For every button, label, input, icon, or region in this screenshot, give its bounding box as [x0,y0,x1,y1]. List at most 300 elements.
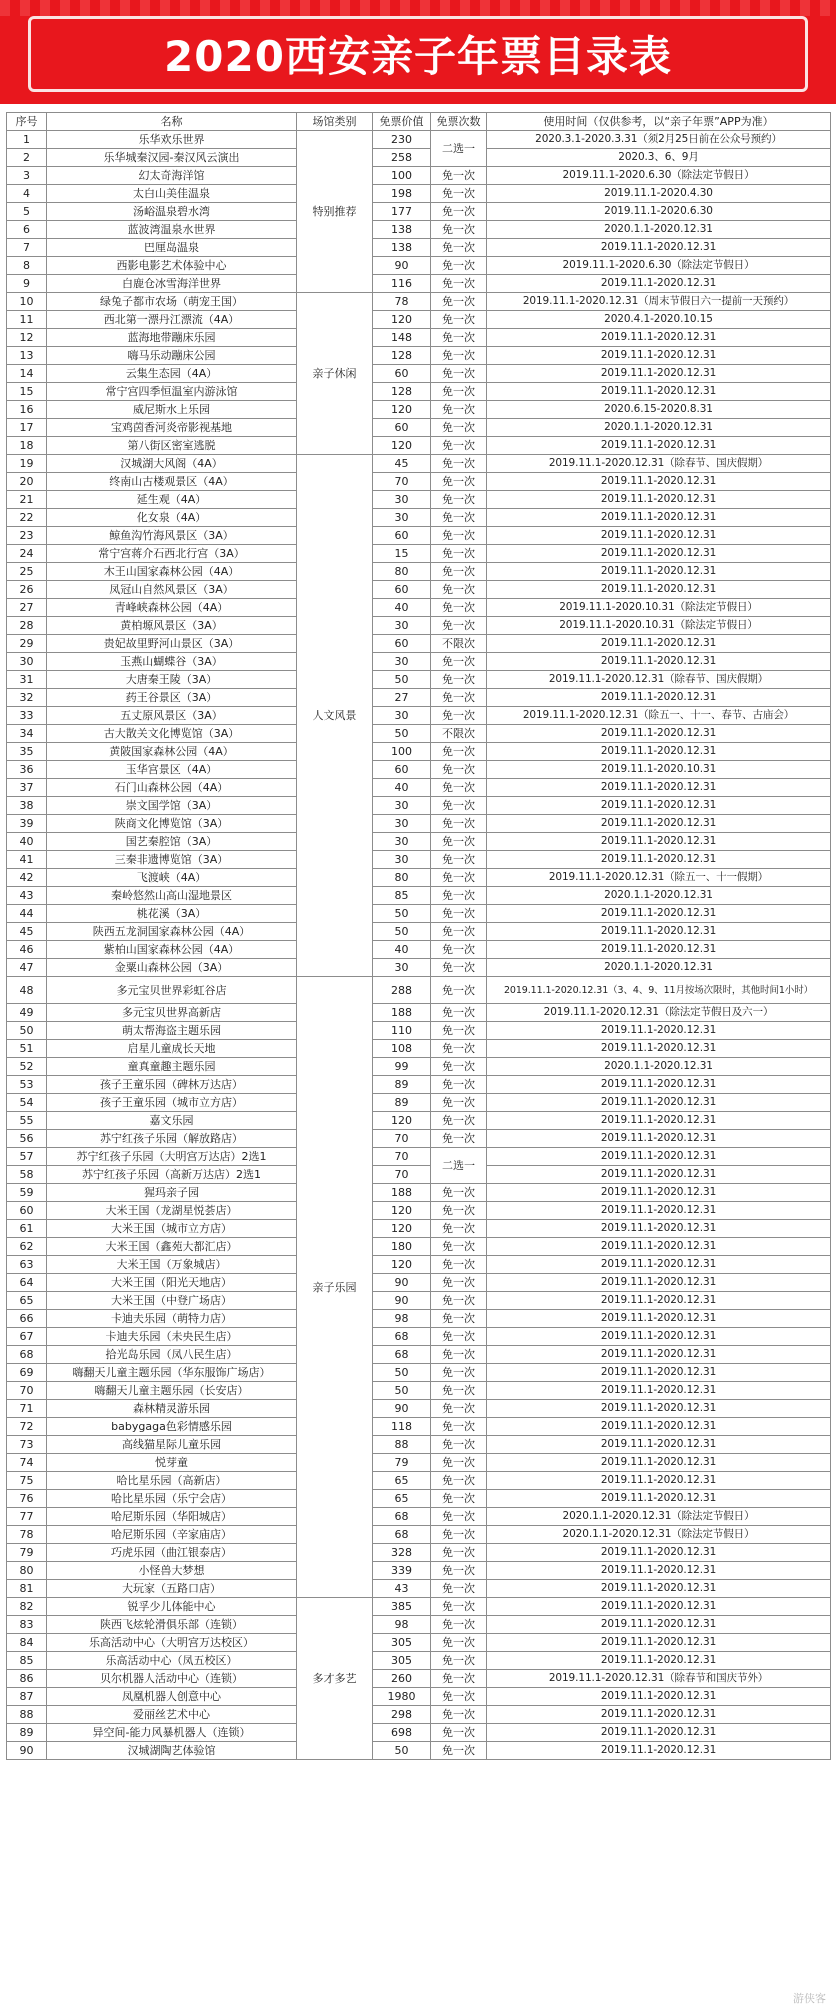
table-row [7,239,831,257]
free-times: 免一次 [431,275,487,293]
ticket-value: 80 [373,869,431,887]
venue-name: 崇文国学馆（3A） [47,797,297,815]
ticket-value: 258 [373,149,431,167]
table-row [7,797,831,815]
valid-period: 2019.11.1-2020.12.31 [487,1580,831,1598]
table-row [7,1544,831,1562]
ticket-value: 177 [373,203,431,221]
row-index: 79 [7,1544,47,1562]
venue-name: 延生观（4A） [47,491,297,509]
free-times: 免一次 [431,491,487,509]
ticket-value: 100 [373,743,431,761]
valid-period: 2019.11.1-2020.12.31（除春节和国庆节外） [487,1670,831,1688]
table-row [7,1616,831,1634]
venue-name: 嘉文乐园 [47,1112,297,1130]
ticket-value: 120 [373,401,431,419]
venue-name: 大米王国（万象城店） [47,1256,297,1274]
ticket-value: 70 [373,1166,431,1184]
free-times: 免一次 [431,1004,487,1022]
row-index: 33 [7,707,47,725]
row-index: 5 [7,203,47,221]
ticket-value: 260 [373,1670,431,1688]
valid-period: 2020.1.1-2020.12.31（除法定节假日） [487,1508,831,1526]
free-times: 免一次 [431,833,487,851]
venue-name: 乐高活动中心（大明宫万达校区） [47,1634,297,1652]
ticket-value: 45 [373,455,431,473]
venue-name: 乐华城秦汉园-秦汉风云演出 [47,149,297,167]
valid-period: 2019.11.1-2020.12.31 [487,509,831,527]
valid-period: 2019.11.1-2020.12.31 [487,383,831,401]
row-index: 62 [7,1238,47,1256]
venue-name: 桃花溪（3A） [47,905,297,923]
valid-period: 2019.11.1-2020.12.31 [487,1292,831,1310]
row-index: 24 [7,545,47,563]
free-times: 免一次 [431,1094,487,1112]
venue-name: 哈尼斯乐园（华阳城店） [47,1508,297,1526]
table-row [7,167,831,185]
valid-period: 2019.11.1-2020.12.31（除春节、国庆假期） [487,455,831,473]
venue-name: 贵妃故里野河山景区（3A） [47,635,297,653]
ticket-value: 120 [373,1256,431,1274]
watermark: 游侠客 [793,1992,826,2005]
row-index: 3 [7,167,47,185]
venue-name: 卡迪夫乐园（萌特力店） [47,1310,297,1328]
free-times: 免一次 [431,383,487,401]
row-index: 63 [7,1256,47,1274]
free-times: 免一次 [431,1598,487,1616]
venue-category: 人文风景 [297,455,373,977]
ticket-value: 50 [373,1364,431,1382]
venue-name: babygaga色彩情感乐园 [47,1418,297,1436]
row-index: 90 [7,1742,47,1760]
row-index: 40 [7,833,47,851]
venue-name: 鲸鱼沟竹海风景区（3A） [47,527,297,545]
venue-name: 常宁宫四季恒温室内游泳馆 [47,383,297,401]
row-index: 43 [7,887,47,905]
ticket-value: 188 [373,1004,431,1022]
venue-name: 萌太帮海盗主题乐园 [47,1022,297,1040]
table-row [7,725,831,743]
row-index: 74 [7,1454,47,1472]
row-index: 70 [7,1382,47,1400]
ticket-value: 30 [373,815,431,833]
free-times: 免一次 [431,437,487,455]
valid-period: 2019.11.1-2020.12.31 [487,1310,831,1328]
table-row [7,581,831,599]
table-row [7,869,831,887]
venue-name: 威尼斯水上乐园 [47,401,297,419]
table-row [7,1724,831,1742]
table-row [7,1418,831,1436]
valid-period: 2019.11.1-2020.12.31 [487,1400,831,1418]
table-row [7,743,831,761]
table-row [7,1022,831,1040]
free-times: 免一次 [431,1508,487,1526]
table-row [7,257,831,275]
table-row [7,671,831,689]
valid-period: 2019.11.1-2020.12.31 [487,563,831,581]
venue-name: 五丈原风景区（3A） [47,707,297,725]
venue-name: 锐孚少儿体能中心 [47,1598,297,1616]
ticket-value: 30 [373,509,431,527]
free-times: 免一次 [431,563,487,581]
row-index: 66 [7,1310,47,1328]
table-row [7,1058,831,1076]
table-row [7,1634,831,1652]
row-index: 28 [7,617,47,635]
free-times: 免一次 [431,401,487,419]
row-index: 83 [7,1616,47,1634]
row-index: 47 [7,959,47,977]
free-times: 免一次 [431,1544,487,1562]
venue-name: 苏宁红孩子乐园（高新万达店）2选1 [47,1166,297,1184]
ticket-value: 138 [373,221,431,239]
ticket-value: 180 [373,1238,431,1256]
row-index: 41 [7,851,47,869]
valid-period: 2020.1.1-2020.12.31 [487,419,831,437]
venue-name: 黄柏塬风景区（3A） [47,617,297,635]
valid-period: 2019.11.1-2020.12.31 [487,1724,831,1742]
table-row [7,599,831,617]
ticket-value: 305 [373,1634,431,1652]
valid-period: 2019.11.1-2020.6.30 [487,203,831,221]
venue-name: 凤冠山自然风景区（3A） [47,581,297,599]
free-times: 免一次 [431,887,487,905]
ticket-value: 90 [373,1400,431,1418]
venue-name: 小怪兽大梦想 [47,1562,297,1580]
venue-category: 亲子乐园 [297,977,373,1598]
ticket-value: 30 [373,653,431,671]
ticket-value: 120 [373,1220,431,1238]
row-index: 76 [7,1490,47,1508]
valid-period: 2019.11.1-2020.12.31 [487,1112,831,1130]
free-times: 免一次 [431,1220,487,1238]
ticket-value: 70 [373,1148,431,1166]
table-row [7,941,831,959]
ticket-value: 43 [373,1580,431,1598]
table-row [7,329,831,347]
venue-name: 哈尼斯乐园（辛家庙店） [47,1526,297,1544]
table-row [7,1598,831,1616]
valid-period: 2019.11.1-2020.12.31 [487,1040,831,1058]
ticket-value: 90 [373,1292,431,1310]
venue-name: 贝尔机器人活动中心（连锁） [47,1670,297,1688]
row-index: 84 [7,1634,47,1652]
row-index: 14 [7,365,47,383]
free-times: 免一次 [431,1454,487,1472]
valid-period: 2019.11.1-2020.12.31 [487,1022,831,1040]
venue-name: 石门山森林公园（4A） [47,779,297,797]
valid-period: 2019.11.1-2020.12.31 [487,1184,831,1202]
table-row [7,761,831,779]
ticket-value: 68 [373,1526,431,1544]
row-index: 72 [7,1418,47,1436]
table-row [7,1706,831,1724]
row-index: 64 [7,1274,47,1292]
valid-period: 2019.11.1-2020.12.31（除五一、十一、春节、古庙会） [487,707,831,725]
free-times: 免一次 [431,1202,487,1220]
valid-period: 2020.6.15-2020.8.31 [487,401,831,419]
row-index: 49 [7,1004,47,1022]
table-row [7,815,831,833]
row-index: 2 [7,149,47,167]
table-row [7,1688,831,1706]
row-index: 22 [7,509,47,527]
table-row [7,1508,831,1526]
free-times: 免一次 [431,1364,487,1382]
free-times: 免一次 [431,1040,487,1058]
ticket-value: 230 [373,131,431,149]
row-index: 75 [7,1472,47,1490]
table-row [7,1454,831,1472]
venue-name: 古大散关文化博览馆（3A） [47,725,297,743]
row-index: 12 [7,329,47,347]
table-row [7,1274,831,1292]
venue-name: 孩子王童乐园（碑林万达店） [47,1076,297,1094]
row-index: 69 [7,1364,47,1382]
free-times: 免一次 [431,869,487,887]
free-times: 免一次 [431,1292,487,1310]
free-times: 免一次 [431,455,487,473]
valid-period: 2019.11.1-2020.12.31 [487,1472,831,1490]
free-times: 免一次 [431,1688,487,1706]
free-times: 免一次 [431,1616,487,1634]
valid-period: 2019.11.1-2020.10.31（除法定节假日） [487,617,831,635]
table-row [7,887,831,905]
row-index: 80 [7,1562,47,1580]
table-row [7,1490,831,1508]
valid-period: 2020.1.1-2020.12.31 [487,1058,831,1076]
table-row [7,1166,831,1184]
row-index: 16 [7,401,47,419]
free-times: 免一次 [431,1562,487,1580]
free-times: 免一次 [431,815,487,833]
ticket-value: 30 [373,833,431,851]
ticket-value: 120 [373,437,431,455]
valid-period: 2019.11.1-2020.12.31 [487,1202,831,1220]
free-times: 不限次 [431,725,487,743]
ticket-value: 138 [373,239,431,257]
table-row [7,473,831,491]
row-index: 35 [7,743,47,761]
venue-name: 幻太奇海洋馆 [47,167,297,185]
valid-period: 2019.11.1-2020.12.31 [487,1094,831,1112]
row-index: 86 [7,1670,47,1688]
row-index: 65 [7,1292,47,1310]
valid-period: 2019.11.1-2020.12.31 [487,743,831,761]
venue-name: 乐华欢乐世界 [47,131,297,149]
row-index: 59 [7,1184,47,1202]
row-index: 55 [7,1112,47,1130]
valid-period: 2019.11.1-2020.12.31（除春节、国庆假期） [487,671,831,689]
valid-period: 2019.11.1-2020.12.31 [487,689,831,707]
free-times: 免一次 [431,1670,487,1688]
valid-period: 2019.11.1-2020.12.31 [487,1742,831,1760]
ticket-value: 60 [373,635,431,653]
title-banner [0,0,836,104]
row-index: 51 [7,1040,47,1058]
table-row [7,1562,831,1580]
valid-period: 2019.11.1-2020.12.31 [487,347,831,365]
row-index: 20 [7,473,47,491]
table-row [7,1526,831,1544]
page-title: 2020西安亲子年票目录表 [164,32,672,81]
table-row [7,1094,831,1112]
free-times: 免一次 [431,365,487,383]
venue-name: 青峰峡森林公园（4A） [47,599,297,617]
table-row [7,455,831,473]
venue-name: 悦芽童 [47,1454,297,1472]
ticket-value: 30 [373,851,431,869]
venue-name: 陕商文化博览馆（3A） [47,815,297,833]
free-times: 免一次 [431,653,487,671]
venue-name: 苏宁红孩子乐园（大明宫万达店）2选1 [47,1148,297,1166]
free-times: 免一次 [431,203,487,221]
ticket-value: 80 [373,563,431,581]
venue-name: 宝鸡茵香河炎帝影视基地 [47,419,297,437]
free-times: 免一次 [431,545,487,563]
table-row [7,1382,831,1400]
row-index: 45 [7,923,47,941]
ticket-value: 30 [373,707,431,725]
ticket-value: 328 [373,1544,431,1562]
table-row [7,545,831,563]
row-index: 27 [7,599,47,617]
ticket-value: 79 [373,1454,431,1472]
venue-name: 西北第一漂丹江漂流（4A） [47,311,297,329]
ticket-value: 120 [373,1202,431,1220]
valid-period: 2019.11.1-2020.12.31 [487,1688,831,1706]
row-index: 34 [7,725,47,743]
valid-period: 2019.11.1-2020.12.31 [487,1238,831,1256]
venue-name: 药王谷景区（3A） [47,689,297,707]
table-row [7,851,831,869]
valid-period: 2019.11.1-2020.12.31 [487,437,831,455]
valid-period: 2019.11.1-2020.12.31 [487,1346,831,1364]
row-index: 23 [7,527,47,545]
free-times: 免一次 [431,329,487,347]
ticket-value: 298 [373,1706,431,1724]
row-index: 26 [7,581,47,599]
valid-period: 2020.1.1-2020.12.31 [487,959,831,977]
free-times: 免一次 [431,599,487,617]
venue-name: 苏宁红孩子乐园（解放路店） [47,1130,297,1148]
free-times: 免一次 [431,1526,487,1544]
free-times: 免一次 [431,851,487,869]
free-times: 免一次 [431,1490,487,1508]
free-times: 免一次 [431,1058,487,1076]
valid-period: 2019.11.1-2020.12.31 [487,653,831,671]
venue-name: 大玩家（五路口店） [47,1580,297,1598]
venue-name: 国艺秦腔馆（3A） [47,833,297,851]
ticket-value: 60 [373,527,431,545]
free-times: 免一次 [431,1184,487,1202]
table-row [7,1256,831,1274]
valid-period: 2019.11.1-2020.12.31 [487,1634,831,1652]
row-index: 37 [7,779,47,797]
table-row [7,833,831,851]
free-times: 免一次 [431,761,487,779]
valid-period: 2019.11.1-2020.12.31 [487,797,831,815]
free-times: 免一次 [431,779,487,797]
table-row [7,1202,831,1220]
venue-name: 金粟山森林公园（3A） [47,959,297,977]
row-index: 36 [7,761,47,779]
ticket-value: 305 [373,1652,431,1670]
venue-name: 白鹿仓冰雪海洋世界 [47,275,297,293]
free-times: 免一次 [431,1328,487,1346]
valid-period: 2019.11.1-2020.12.31（除五一、十一假期） [487,869,831,887]
venue-name: 化女泉（4A） [47,509,297,527]
valid-period: 2019.11.1-2020.12.31 [487,365,831,383]
venue-name: 绿兔子都市农场（萌宠王国） [47,293,297,311]
valid-period: 2019.11.1-2020.12.31 [487,1490,831,1508]
row-index: 10 [7,293,47,311]
venue-name: 森林精灵游乐园 [47,1400,297,1418]
free-times: 免一次 [431,923,487,941]
venue-name: 飞渡峡（4A） [47,869,297,887]
table-row [7,1238,831,1256]
venue-name: 蓝波湾温泉水世界 [47,221,297,239]
venue-name: 汉城湖大风阁（4A） [47,455,297,473]
table-row [7,419,831,437]
venue-category: 特别推荐 [297,131,373,293]
row-index: 61 [7,1220,47,1238]
valid-period: 2019.11.1-2020.12.31 [487,1076,831,1094]
valid-period: 2019.11.1-2020.12.31 [487,473,831,491]
row-index: 67 [7,1328,47,1346]
ticket-value: 98 [373,1616,431,1634]
ticket-value: 100 [373,167,431,185]
valid-period: 2019.11.1-2020.12.31 [487,1166,831,1184]
free-times: 免一次 [431,293,487,311]
ticket-value: 98 [373,1310,431,1328]
valid-period: 2019.11.1-2020.12.31 [487,1616,831,1634]
free-times: 二选一 [431,1148,487,1184]
header-category: 场馆类别 [297,113,373,131]
table-row [7,1004,831,1022]
valid-period: 2019.11.1-2020.12.31 [487,1652,831,1670]
venue-name: 爱丽丝艺术中心 [47,1706,297,1724]
row-index: 71 [7,1400,47,1418]
free-times: 免一次 [431,1346,487,1364]
venue-name: 汉城湖陶艺体验馆 [47,1742,297,1760]
free-times: 免一次 [431,977,487,1004]
valid-period: 2020.3.1-2020.3.31（须2月25日前在公众号预约） [487,131,831,149]
venue-name: 紫柏山国家森林公园（4A） [47,941,297,959]
table-row [7,707,831,725]
table-row [7,1112,831,1130]
free-times: 免一次 [431,1580,487,1598]
free-times: 免一次 [431,959,487,977]
valid-period: 2019.11.1-2020.12.31 [487,1130,831,1148]
free-times: 免一次 [431,1742,487,1760]
valid-period: 2019.11.1-2020.12.31 [487,1706,831,1724]
table-row [7,1076,831,1094]
free-times: 免一次 [431,1652,487,1670]
free-times: 免一次 [431,1706,487,1724]
venue-name: 拾光岛乐园（凤八民生店） [47,1346,297,1364]
header-value: 免票价值 [373,113,431,131]
ticket-value: 50 [373,1742,431,1760]
valid-period: 2019.11.1-2020.12.31 [487,1328,831,1346]
venue-name: 哈比星乐园（乐宁会店） [47,1490,297,1508]
table-row [7,401,831,419]
row-index: 39 [7,815,47,833]
valid-period: 2019.11.1-2020.12.31 [487,1598,831,1616]
valid-period: 2019.11.1-2020.12.31 [487,1544,831,1562]
table-row [7,311,831,329]
